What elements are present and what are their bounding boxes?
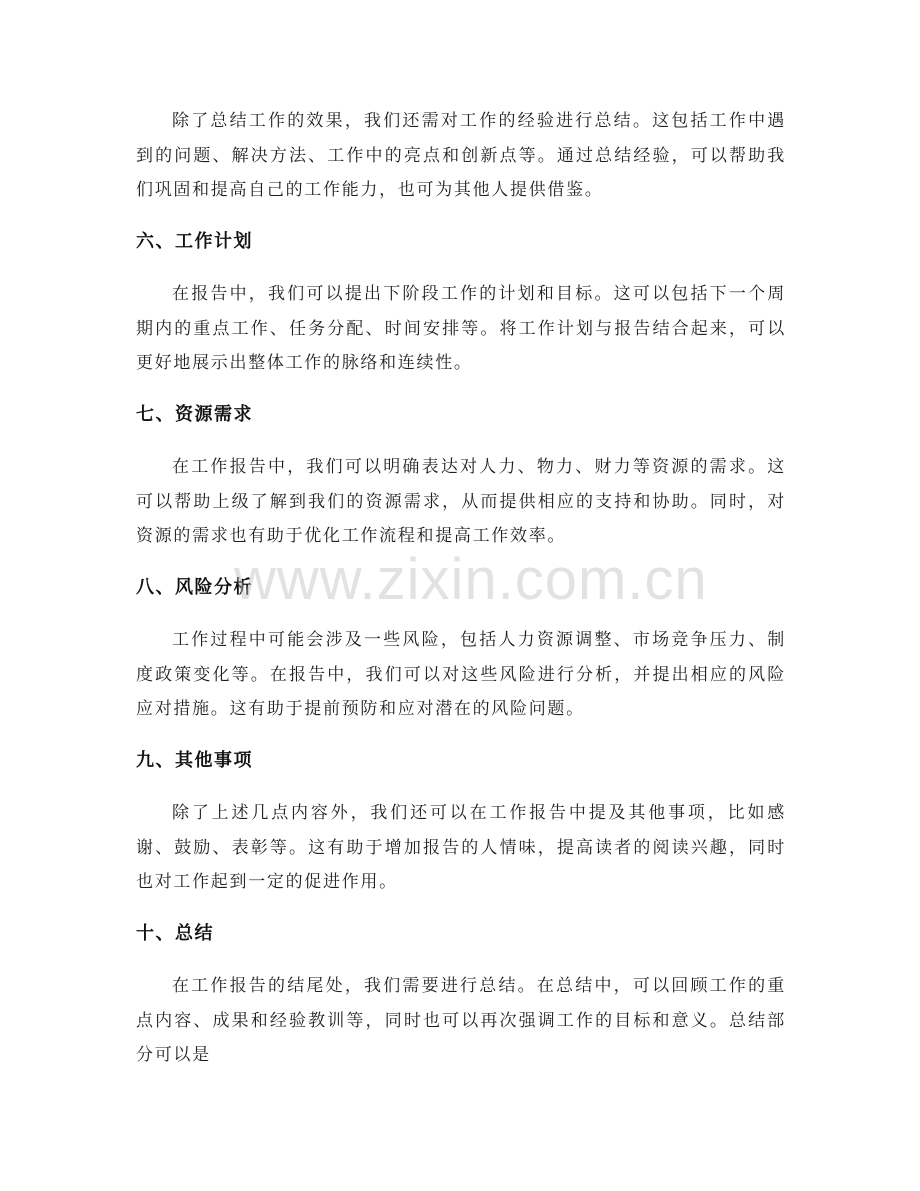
watermark: www.zixin.com.cn (234, 547, 708, 612)
section-8-heading: 八、风险分析 (136, 577, 253, 598)
section-7-paragraph: 在工作报告中，我们可以明确表达对人力、物力、财力等资源的需求。这可以帮助上级了解到我们的资源需求，从而提供相应的支持和协助。同时，对资源的需求也有助于优化工作流程和提高工作效率。 (136, 457, 786, 546)
section-9-paragraph: 除了上述几点内容外，我们还可以在工作报告中提及其他事项，比如感谢、鼓励、表彰等。这有助于增加报告的人情味，提高读者的阅读兴趣，同时也对工作起到一定的促进作用。 (136, 803, 786, 892)
section-10-paragraph: 在工作报告的结尾处，我们需要进行总结。在总结中，可以回顾工作的重点内容、成果和经验教训等，同时也可以再次强调工作的目标和意义。总结部分可以是 (136, 976, 786, 1065)
intro-paragraph: 除了总结工作的效果，我们还需对工作的经验进行总结。这包括工作中遇到的问题、解决方法、工作中的亮点和创新点等。通过总结经验，可以帮助我们巩固和提高自己的工作能力，也可为其他人提供借鉴。 (136, 111, 786, 200)
section-8-paragraph: 工作过程中可能会涉及一些风险，包括人力资源调整、市场竞争压力、制度政策变化等。在报告中，我们可以对这些风险进行分析，并提出相应的风险应对措施。这有助于提前预防和应对潜在的风险问题。 (136, 630, 786, 719)
section-10-heading: 十、总结 (136, 923, 214, 944)
section-7-heading: 七、资源需求 (136, 404, 253, 425)
section-6-heading: 六、工作计划 (136, 231, 253, 252)
section-6-paragraph: 在报告中，我们可以提出下阶段工作的计划和目标。这可以包括下一个周期内的重点工作、任务分配、时间安排等。将工作计划与报告结合起来，可以更好地展示出整体工作的脉络和连续性。 (136, 284, 786, 373)
section-9-heading: 九、其他事项 (136, 750, 253, 771)
